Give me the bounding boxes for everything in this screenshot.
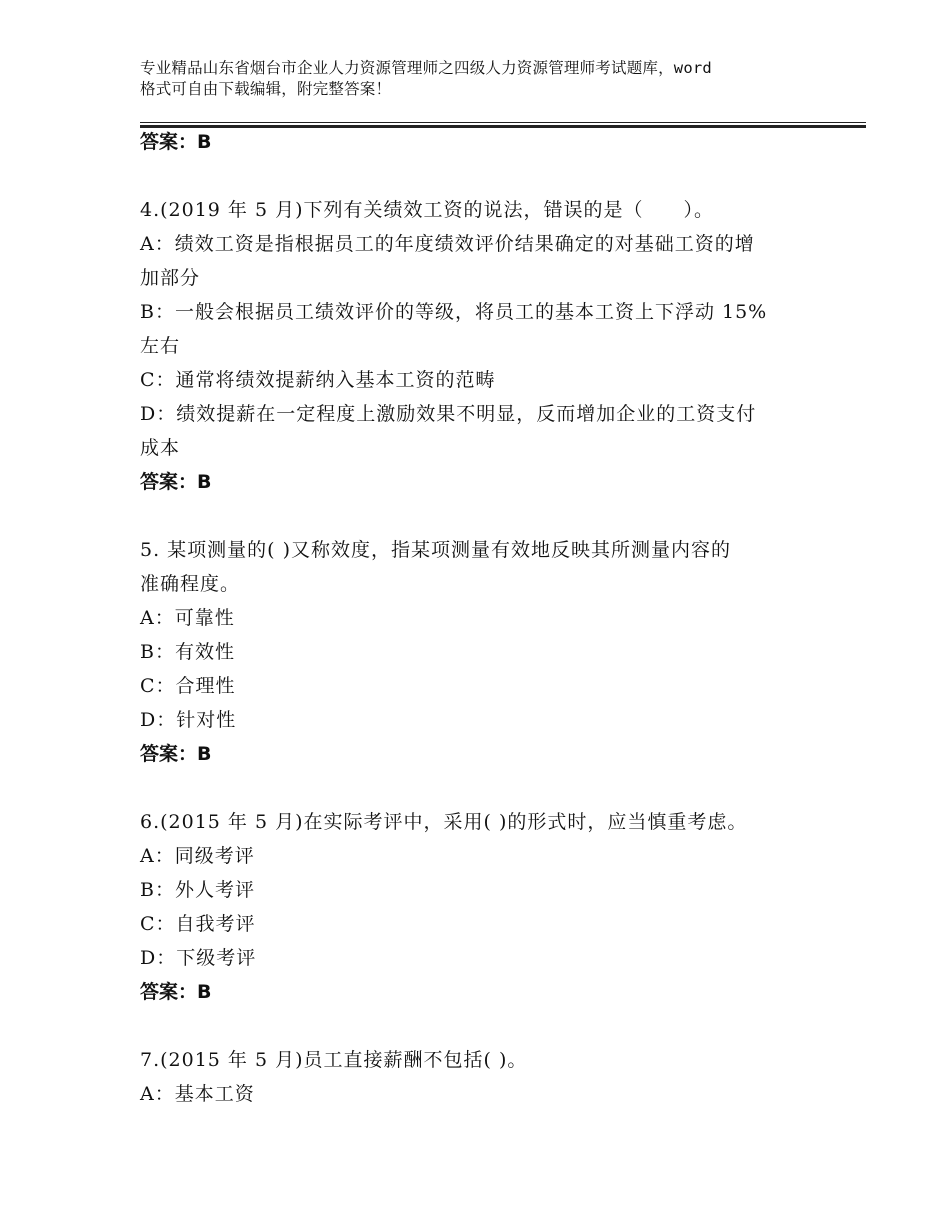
answer-line: 答案：B: [140, 743, 212, 765]
answer-line: 答案：B: [140, 471, 212, 493]
option-line: B：一般会根据员工绩效评价的等级，将员工的基本工资上下浮动 15%: [140, 301, 768, 323]
option-line: 加部分: [140, 267, 201, 289]
option-line: A：可靠性: [140, 607, 235, 629]
option-line: 成本: [140, 437, 181, 459]
option-line: D：针对性: [140, 709, 237, 731]
option-line: C：合理性: [140, 675, 236, 697]
option-line: A：绩效工资是指根据员工的年度绩效评价结果确定的对基础工资的增: [140, 233, 755, 255]
option-line: B：外人考评: [140, 879, 255, 901]
option-line: A：同级考评: [140, 845, 255, 867]
question-stem: 7.(2015 年 5 月)员工直接薪酬不包括( )。: [140, 1049, 528, 1071]
question-stem: 6.(2015 年 5 月)在实际考评中，采用( )的形式时，应当慎重考虑。: [140, 811, 748, 833]
question-stem: 准确程度。: [140, 573, 241, 595]
answer-line: 答案：B: [140, 131, 212, 153]
question-block: [140, 1043, 830, 1111]
option-line: B：有效性: [140, 641, 235, 663]
option-line: 左右: [140, 335, 181, 357]
header-divider-thin: [140, 122, 866, 123]
document-header: [140, 58, 830, 100]
question-stem: 5. 某项测量的( )又称效度，指某项测量有效地反映其所测量内容的: [140, 539, 732, 561]
question-list: [140, 125, 830, 1111]
option-line: A：基本工资: [140, 1083, 255, 1105]
header-title-line-2: 格式可自由下载编辑，附完整答案！: [140, 80, 392, 98]
question-block: [140, 805, 830, 1009]
question-stem: 4.(2019 年 5 月)下列有关绩效工资的说法，错误的是（ ）。: [140, 199, 715, 221]
option-line: D：绩效提薪在一定程度上激励效果不明显，反而增加企业的工资支付: [140, 403, 757, 425]
header-title-line-1: 专业精品山东省烟台市企业人力资源管理师之四级人力资源管理师考试题库，word: [140, 59, 712, 77]
option-line: D：下级考评: [140, 947, 257, 969]
option-line: C：通常将绩效提薪纳入基本工资的范畴: [140, 369, 496, 391]
question-block: [140, 533, 830, 771]
answer-line: 答案：B: [140, 981, 212, 1003]
option-line: C：自我考评: [140, 913, 256, 935]
question-block: [140, 193, 830, 499]
